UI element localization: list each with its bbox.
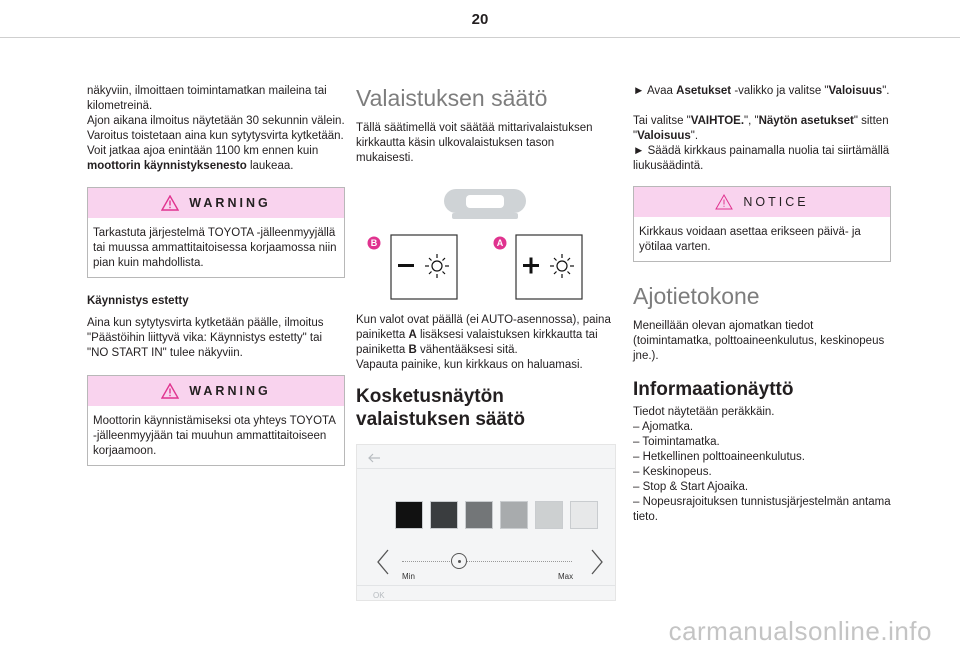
step-adjust: ► Säädä kirkkaus painamalla nuolia tai siirtämällä liukusäädintä. xyxy=(633,145,890,172)
brightness-swatch[interactable] xyxy=(395,501,423,529)
section-heading-start-blocked: Käynnistys estetty xyxy=(87,295,189,307)
slider-max-label: Max xyxy=(558,572,574,581)
screen-divider-top xyxy=(357,468,615,469)
release-text: Vapauta painike, kun kirkkaus on haluamasi. xyxy=(356,359,583,371)
warning-triangle-icon xyxy=(161,195,179,211)
notice-header xyxy=(634,187,890,217)
chevron-left-icon[interactable] xyxy=(377,549,389,575)
middle-column xyxy=(356,84,614,601)
notice-callout xyxy=(633,186,891,262)
button-usage-text: Kun valot ovat päällä (ei AUTO-asennossa), paina painiketta A lisäksesi valaistuksen kirkkautta tai painiketta B vähentääksesi sitä. xyxy=(356,314,611,356)
lighting-intro: Tällä säätimellä voit säätää mittarivalaistuksen kirkkautta käsin ulkovalaistuksen tason mukaisesti. xyxy=(356,122,593,164)
page-number: 20 xyxy=(471,11,489,28)
watermark: carmanualsonline.info xyxy=(668,616,932,646)
brightness-swatch[interactable] xyxy=(570,501,598,529)
brightness-buttons-illustration xyxy=(356,182,614,307)
step-open-settings: ► Avaa Asetukset -valikko ja valitse "Valoisuus". xyxy=(633,85,890,97)
brightness-swatch[interactable] xyxy=(465,501,493,529)
notice-triangle-icon xyxy=(715,194,733,210)
slider-min-label: Min xyxy=(402,572,415,581)
right-column xyxy=(633,84,891,525)
trip-computer-intro: Meneillään olevan ajomatkan tiedot (toimintamatka, polttoaineenkulutus, keskinopeus jne.). xyxy=(633,320,885,362)
list-item: – Hetkellinen polttoaineenkulutus. xyxy=(633,451,805,463)
title-touchscreen-lighting: Kosketusnäytön valaistuksen säätö xyxy=(356,386,525,430)
screen-divider-bottom xyxy=(357,585,615,586)
warning-title-1: WARNING xyxy=(189,195,271,210)
intro-line-2: Ajon aikana ilmoitus näytetään 30 sekunnin välein. Varoitus toistetaan aina kun sytytysvirta kytketään. xyxy=(87,115,345,142)
brightness-slider-handle[interactable] xyxy=(451,553,467,569)
intro-line-1: näkyviin, ilmoittaen toimintamatkan maileina tai kilometreinä. xyxy=(87,85,327,112)
list-item: – Toimintamatka. xyxy=(633,436,720,448)
title-trip-computer: Ajotietokone xyxy=(633,283,760,309)
warning-callout-2 xyxy=(87,375,345,466)
marker-b-label: B xyxy=(370,238,378,248)
list-item: – Stop & Start Ajoaika. xyxy=(633,481,749,493)
dashboard-controls-icon xyxy=(356,182,614,307)
marker-a-label: A xyxy=(496,238,504,248)
warning-title-2: WARNING xyxy=(189,383,271,398)
warning-callout-1 xyxy=(87,187,345,278)
warning-header-1 xyxy=(88,188,344,218)
warning-text-2: Moottorin käynnistämiseksi ota yhteys TOYOTA -jälleenmyyjään tai muuhun ammattitaitoiseen korjaamoon. xyxy=(93,415,336,457)
brightness-slider-track[interactable] xyxy=(402,561,572,562)
back-arrow-icon xyxy=(367,453,381,463)
list-item: – Nopeusrajoituksen tunnistusjärjestelmän antama tieto. xyxy=(633,496,891,523)
chevron-right-icon[interactable] xyxy=(591,549,603,575)
warning-text-1: Tarkastuta järjestelmä TOYOTA -jälleenmyyjällä tai muussa ammattitaitoisessa korjaamossa niin pian kuin mahdollista. xyxy=(93,227,337,269)
intro-bold: moottorin käynnistyksenesto xyxy=(87,160,247,172)
brightness-swatch[interactable] xyxy=(430,501,458,529)
ok-button[interactable]: OK xyxy=(373,591,385,600)
warning-header-2 xyxy=(88,376,344,406)
left-column xyxy=(87,84,345,466)
brightness-swatch[interactable] xyxy=(535,501,563,529)
title-info-display: Informaationäyttö xyxy=(633,379,794,400)
touchscreen-brightness-screen xyxy=(356,444,616,601)
alternative-path: Tai valitse "VAIHTOE.", "Näytön asetukset" sitten "Valoisuus". xyxy=(633,115,889,142)
brightness-swatch[interactable] xyxy=(500,501,528,529)
info-list-intro: Tiedot näytetään peräkkäin. xyxy=(633,406,775,418)
intro-line-3: Voit jatkaa ajoa enintään 1100 km ennen kuin moottorin käynnistyksenesto laukeaa. xyxy=(87,145,319,172)
notice-title: NOTICE xyxy=(743,194,809,209)
list-item: – Ajomatka. xyxy=(633,421,694,433)
header-divider xyxy=(0,37,960,38)
brightness-swatches xyxy=(395,501,598,529)
warning-triangle-icon xyxy=(161,383,179,399)
title-lighting-adjustment: Valaistuksen säätö xyxy=(356,85,548,111)
list-item: – Keskinopeus. xyxy=(633,466,712,478)
start-blocked-text: Aina kun sytytysvirta kytketään päälle, ilmoitus "Päästöihin liittyvä vika: Käynnistys estetty" tai "NO START IN" tulee näkyviin. xyxy=(87,317,324,359)
notice-text: Kirkkaus voidaan asettaa erikseen päivä- ja yötilaa varten. xyxy=(639,226,861,253)
